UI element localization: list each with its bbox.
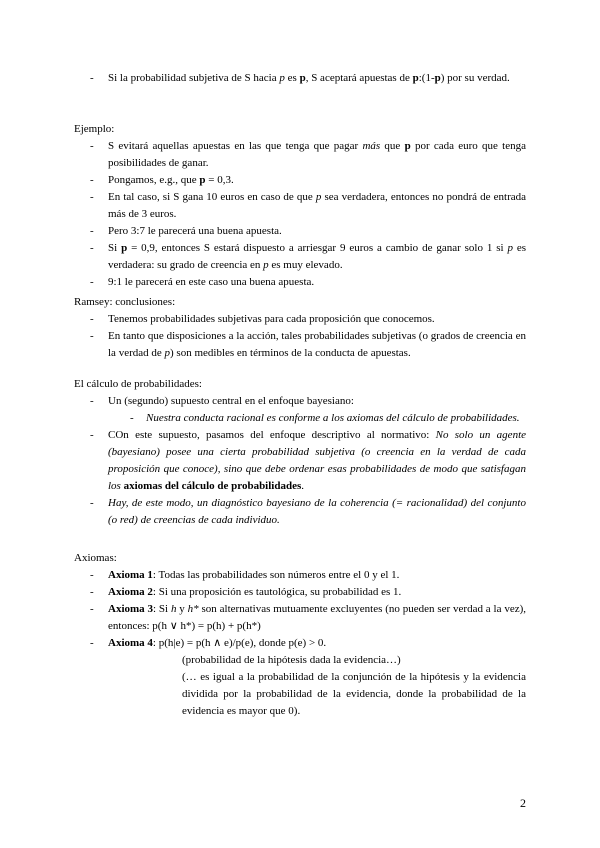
ramsey-bullet-1: - Tenemos probabilidades subjetivas para cada proposición que conocemos. [74,311,526,328]
axiom-1: - Axioma 1: Todas las probabilidades son números entre el 0 y el 1. [74,567,526,584]
ejemplo-section [74,121,526,291]
ejemplo-bullet-6: - 9:1 le parecerá en este caso una buena apuesta. [74,274,526,291]
calculo-bullet-1: - Un (segundo) supuesto central en el enfoque bayesiano: [74,393,526,410]
ramsey-heading: Ramsey: conclusiones: [74,296,176,308]
axiomas-heading: Axiomas: [74,552,117,564]
calculo-bullet-3: - Hay, de este modo, un diagnóstico bayesiano de la coherencia (= racionalidad) del conjunto (o red) de creencias de cada individuo. [74,495,526,529]
calculo-bullet-2: - COn este supuesto, pasamos del enfoque descriptivo al normativo: No solo un agente (bayesiano) posee una cierta probabilidad subjetiva (o creencia en la verdad de cada proposición que conoce), sino que debe ordenar esas probabilidades de modo que satisfagan los axiomas del cálculo de probabilidades. [74,427,526,495]
axiom-2: - Axioma 2: Si una proposición es tautológica, su probabilidad es 1. [74,584,526,601]
calculo-subbullet-1: - Nuestra conducta racional es conforme a los axiomas del cálculo de probabilidades. [74,410,526,427]
intro-section [74,70,526,87]
axiom-4: - Axioma 4: p(h|e) = p(h ∧ e)/p(e), donde p(e) > 0. [74,635,526,652]
ejemplo-bullet-4: - Pero 3:7 le parecerá una buena apuesta. [74,223,526,240]
ramsey-section [74,294,526,362]
ramsey-bullet-2: - En tanto que disposiciones a la acción, tales probabilidades subjetivas (o grados de creencia en la verdad de p) son medibles en términos de la conducta de apuestas. [74,328,526,362]
axiom-3-formula: p(h ∨ h*) = p(h) + p(h*) [152,620,261,632]
calculo-section [74,376,526,529]
ejemplo-bullet-2: - Pongamos, e.g., que p = 0,3. [74,172,526,189]
intro-bullet: - Si la probabilidad subjetiva de S hacia p es p, S aceptará apuestas de p:(1-p) por su verdad. [74,70,526,87]
ejemplo-bullet-3: - En tal caso, si S gana 10 euros en caso de que p sea verdadera, entonces no pondrá de entrada más de 3 euros. [74,189,526,223]
page-number: 2 [520,796,526,810]
axiom-4-gloss-2: (… es igual a la probabilidad de la conjunción de la hipótesis y la evidencia dividida por la probabilidad de la evidencia, donde la probabilidad de la evidencia es mayor que 0). [182,671,526,717]
axiom-3: - Axioma 3: Si h y h* son alternativas mutuamente excluyentes (no pueden ser verdad a la vez), entonces: p(h ∨ h*) = p(h) + p(h*) [74,601,526,635]
ejemplo-bullet-1: - S evitará aquellas apuestas en las que tenga que pagar más que p por cada euro que tenga posibilidades de ganar. [74,138,526,172]
axiom-4-formula: : p(h|e) = p(h ∧ e)/p(e), donde p(e) > 0. [152,637,327,649]
axiom-4-gloss-1: (probabilidad de la hipótesis dada la evidencia…) [182,654,401,666]
calculo-heading: El cálculo de probabilidades: [74,378,202,390]
ejemplo-bullet-5: - Si p = 0,9, entonces S estará dispuesto a arriesgar 9 euros a cambio de ganar solo 1 si p es verdadera: su grado de creencia en p es muy elevado. [74,240,526,274]
ejemplo-heading: Ejemplo: [74,123,115,135]
axiomas-section [74,550,526,720]
